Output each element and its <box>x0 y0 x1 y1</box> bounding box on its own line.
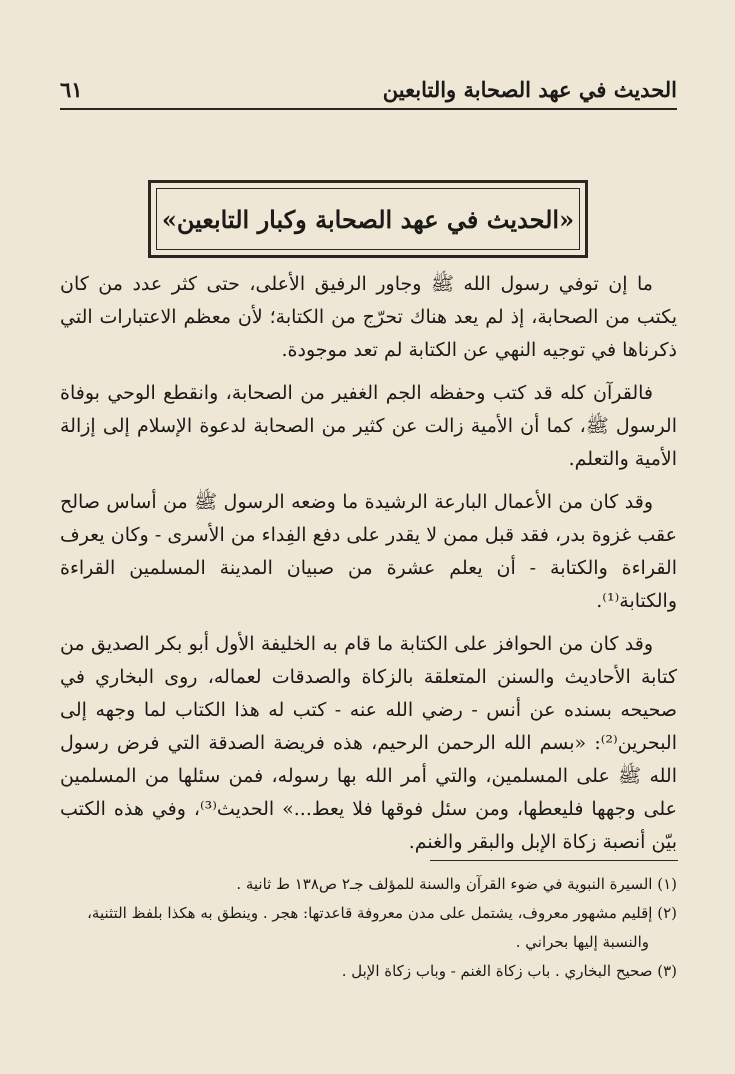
footnote-separator <box>430 860 678 861</box>
section-heading-frame <box>148 180 588 258</box>
footnote: (١) السيرة النبوية في ضوء القرآن والسنة للمؤلف جـ٢ ص١٣٨ ط ثانية . <box>236 875 677 893</box>
paragraph: وقد كان من الأعمال البارعة الرشيدة ما وضعه الرسول ﷺ من أساس صالح عقب غزوة بدر، فقد قبل ممن لا يقدر على دفع الفِداء من الأسرى - وكان يعرف القراءة والكتابة - أن يعلم عشرة من صبيان المدينة المسلمين القراءة والكتابة⁽¹⁾. <box>60 491 677 612</box>
running-head-title: الحديث في عهد الصحابة والتابعين <box>382 77 677 102</box>
running-head <box>60 70 677 110</box>
paragraph: فالقرآن كله قد كتب وحفظه الجم الغفير من الصحابة، وانقطع الوحي بوفاة الرسول ﷺ، كما أن الأمية زالت عن كثير من الصحابة لدعوة الإسلام إلى إزالة الأمية والتعلم. <box>60 382 677 470</box>
paragraph: وقد كان من الحوافز على الكتابة ما قام به الخليفة الأول أبو بكر الصديق من كتابة الأحاديث والسنن المتعلقة بالزكاة والصدقات لعماله، روى البخاري في صحيحه بسنده عن أنس - رضي الله عنه - كتب له هذا الكتاب لما وجهه إلى البحرين⁽²⁾: «بسم الله الرحمن الرحيم، هذه فريضة الصدقة التي فرض رسول الله ﷺ على المسلمين، والتي أمر الله بها رسوله، فمن سئلها من المسلمين على وجهها فليعطها، ومن سئل فوقها فلا يعط...» الحديث⁽³⁾، وفي هذه الكتب بيّن أنصبة زكاة الإبل والبقر والغنم. <box>60 633 677 853</box>
paragraph: ما إن توفي رسول الله ﷺ وجاور الرفيق الأعلى، حتى كثر عدد من كان يكتب من الصحابة، إذ لم يعد هناك تحرّج من الكتابة؛ لأن معظم الاعتبارات التي ذكرناها في توجيه النهي عن الكتابة لم تعد موجودة. <box>60 273 678 361</box>
footnote: (٢) إقليم مشهور معروف، يشتمل على مدن معروفة قاعدتها: هجر . وينطق به هكذا بلفظ التثنية، والنسبة إليها بحراني . <box>87 904 677 951</box>
footnote: (٣) صحيح البخاري . باب زكاة الغنم - وباب زكاة الإبل . <box>341 962 677 980</box>
body-text <box>60 268 677 859</box>
section-heading: «الحديث في عهد الصحابة وكبار التابعين» <box>161 204 575 234</box>
page-number: ٦١ <box>60 77 83 102</box>
footnotes <box>60 870 677 986</box>
